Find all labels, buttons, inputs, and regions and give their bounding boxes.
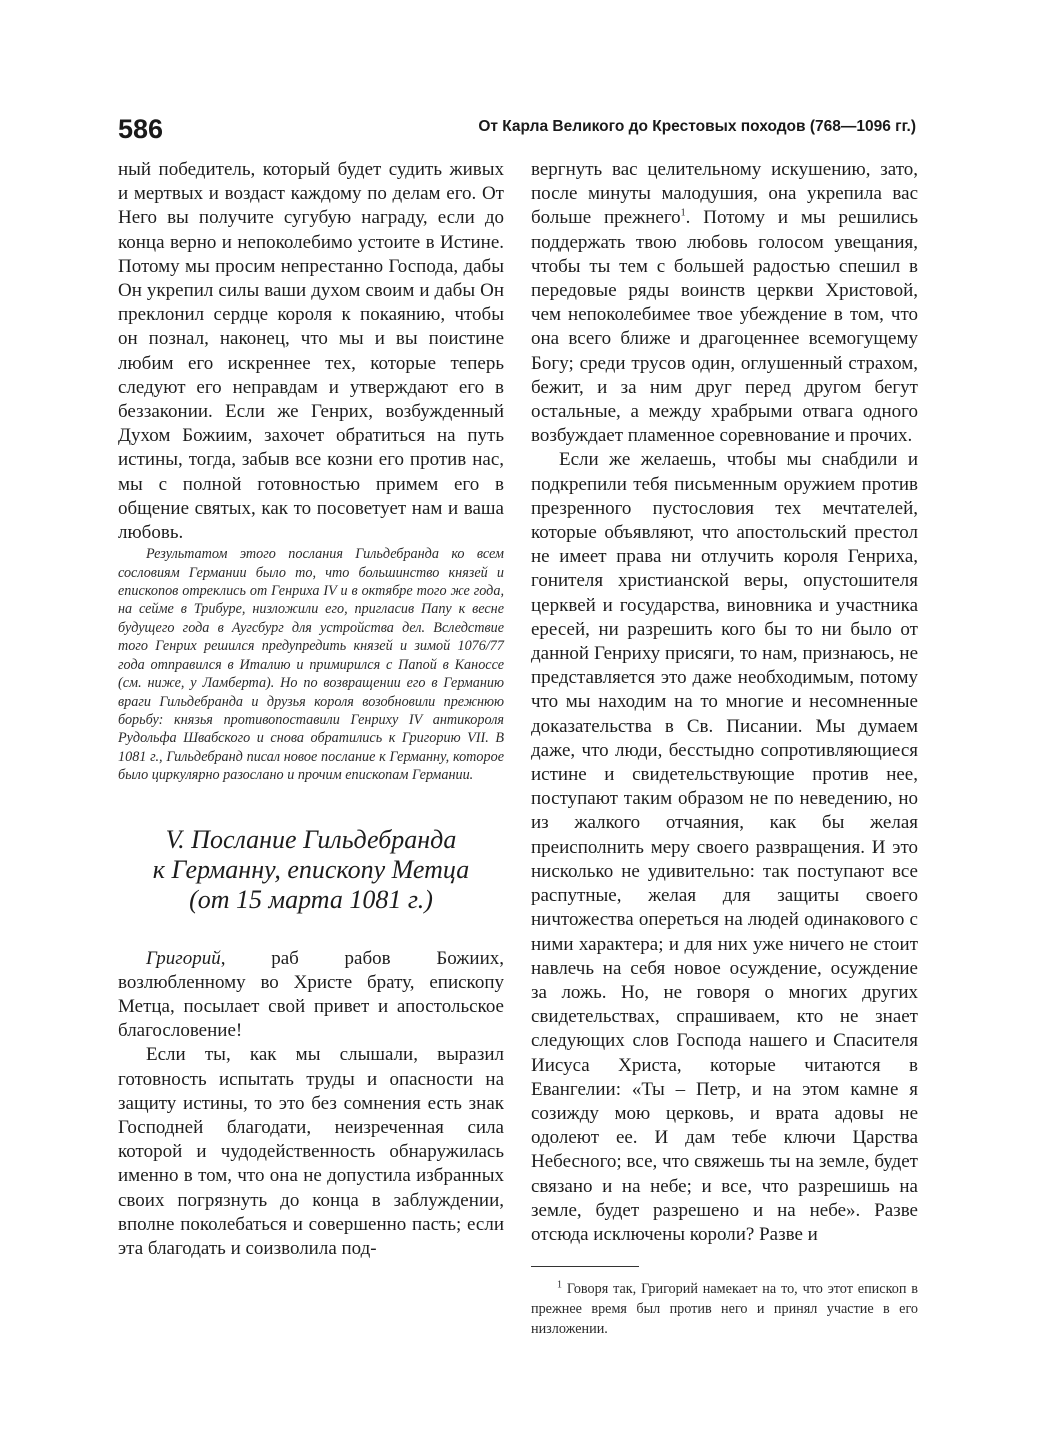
- editorial-note: Результатом этого послания Гильдебранда ко всем сословиям Германии было то, что большинство князей и епископов отреклись от Генриха IV и в октябре того же года, на сейме в Трибуре, низложили его, пригласив Папу к весне будущего года в Аугсбург для устройства дел. Вследствие того Генрих решился предупредить князей и зимой 1076/77 года отправился в Италию и примирился с Папой в Каноссе (см. ниже, у Ламберта). Но по возвращении его в Германию враги Гильдебранда и друзья короля возобновили прежнюю борьбу: князья противопоставили Генриху IV антикороля Рудольфа Швабского и снова обратились к Григорию VII. В 1081 г., Гильдебранд писал новое послание к Германну, которое было циркулярно разослано и прочим епископам Германии.: [118, 546, 504, 784]
- footnote: [531, 1279, 918, 1339]
- sender-name: Григорий: [146, 947, 221, 969]
- running-head: От Карла Великого до Крестовых походов (768—1096 гг.): [478, 118, 916, 135]
- left-column: [118, 158, 504, 1261]
- footnote-reference: 1: [680, 208, 686, 220]
- body-text: вергнуть вас целительному искушению, зато, после минуты малодушия, она укрепила вас больше прежнего: [531, 159, 918, 229]
- greeting-paragraph: [118, 947, 504, 1044]
- section-heading-line: к Германну, епископу Метца: [152, 854, 470, 884]
- section-heading-line: (от 15 марта 1081 г.): [189, 884, 433, 914]
- body-paragraph: Если же желаешь, чтобы мы снабдили и подкрепили тебя письменным оружием против презренного пустословия тех мечтателей, которые объявляют, что апостольский престол не имеет права ни отлучить короля Генриха, гонителя христианской веры, опустошителя церквей и государства, виновника и участника ересей, ни разрешить кого бы то ни было от данной Генриху присяги, то нам, признаюсь, не представляется это даже необходимым, потому что мы находим на то многие и несомненные доказательства в Св. Писании. Мы думаем даже, что люди, бесстыдно сопротивляющиеся истине и свидетельствующие против нее, поступают таким образом не по неведению, но из жалкого отчаяния, как бы желая преисполнить меру своего развращения. И это нисколько не удивительно: так поступают все распутные, желая для защиты своего ничтожества опереться на людей одинакового с ними характера; и для них уже ничего не стоит навлечь на себя новое осуждение, осуждение за ложь. Но, не говоря о многих других свидетельствах, спрашиваем, кто не знает следующих слов Господа нашего и Спасителя Иисуса Христа, которые читаются в Евангелии: «Ты – Петр, и на этом камне я созижду мою церковь, и врата адовы не одолеют ее. И дам тебе ключи Царства Небесного; все, что свяжешь ты на земле, будет связано и на небе; и все, что разрешишь на земле, будет разрешено и на небе». Разве отсюда исключены короли? Разве и: [531, 449, 918, 1245]
- section-heading-line: V. Послание Гильдебранда: [165, 824, 457, 854]
- footnote-divider: [531, 1266, 639, 1267]
- right-column: [531, 158, 918, 1339]
- footnote-text: Говоря так, Григорий намекает на то, что этот епископ в прежнее время был против него и принял участие в его низложении.: [531, 1281, 918, 1338]
- body-text: . Потому и мы решились поддержать твою любовь голосом увещания, чтобы ты тем с большей радостью спешил в передовые ряды воинств церкви Христовой, чем непоколебимее твое убеждение в том, что она всего ближе и драгоценнее всемогущему Богу; среди трусов один, оглушенный страхом, бежит, и за ним друг перед другом бегут остальные, а между храбрыми отвага одного возбуждает пламенное соревнование и прочих.: [531, 207, 919, 447]
- footnote-marker: 1: [557, 1279, 562, 1291]
- body-paragraph: [531, 158, 918, 448]
- body-paragraph: Если ты, как мы слышали, выразил готовность испытать труды и опасности на защиту истины, то это без сомнения есть знак Господней благодати, неизреченная сила которой и чудодейственность обнаружилась именно в том, что она не допустила избранных своих погрязнуть до конца в заблуждении, вполне поколебаться и совершенно пасть; если эта благодать и соизволила под-: [118, 1044, 504, 1259]
- greeting-text: , раб рабов Божиих, возлюбленному во Христе брату, епископу Метца, посылает свой привет и апостольское благословение!: [118, 947, 504, 1042]
- page-number: 586: [118, 114, 164, 144]
- body-paragraph: ный победитель, который будет судить живых и мертвых и воздаст каждому по делам его. От Него вы получите сугубую награду, если до конца верно и непоколебимо устоите в Истине. Потому мы просим непрестанно Господа, дабы Он укрепил силы ваши духом своим и дабы Он преклонил сердце короля к покаянию, чтобы он познал, наконец, что мы и вы поистине любим его искреннее тех, которые теперь следуют его неправдам и утверждают его в беззаконии. Если же Генрих, возбужденный Духом Божиим, захочет обратиться на путь истины, тогда, забыв все козни его против нас, мы с полной готовностью примем его в общение святых, как то посоветует нам и ваша любовь.: [118, 159, 504, 544]
- section-heading: [118, 825, 504, 915]
